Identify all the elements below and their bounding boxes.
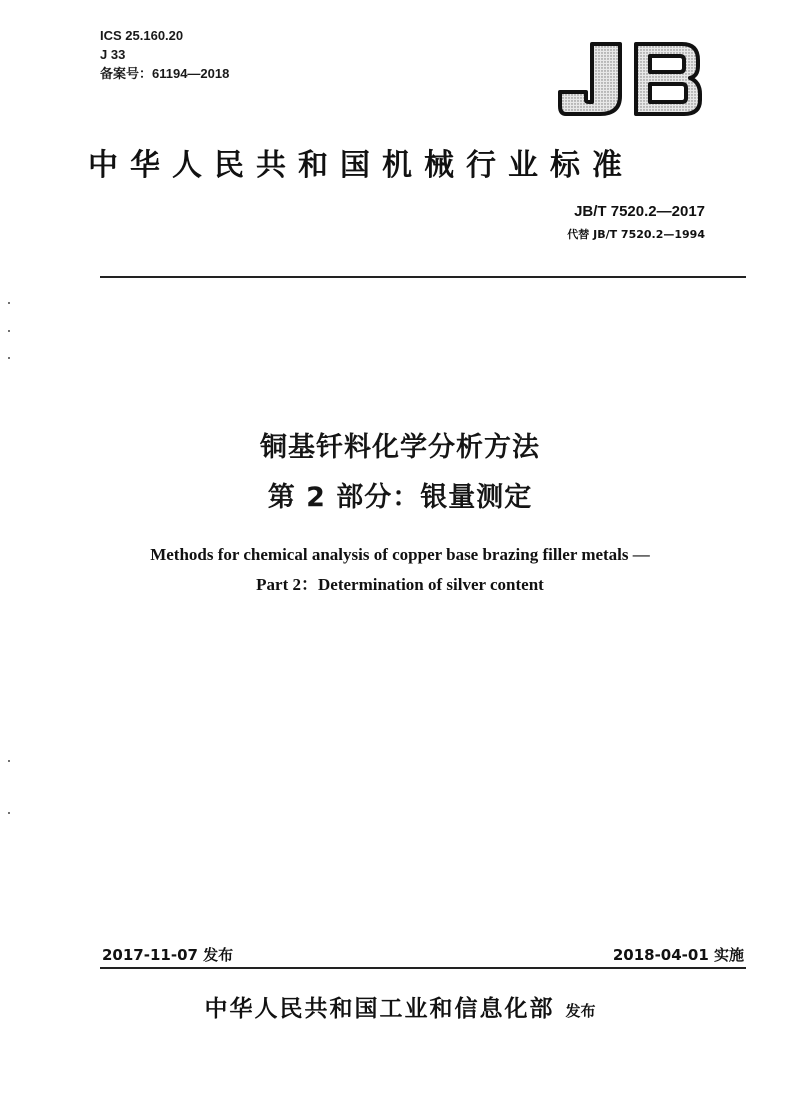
scan-speck (8, 760, 10, 762)
document-title-cn-line2: 第 2 部分：银量测定 (267, 482, 533, 513)
filing-number: 备案号：61194—2018 (100, 66, 230, 81)
classification-code: J 33 (100, 47, 126, 62)
document-title-en-line1: Methods for chemical analysis of copper base brazing filler metals — (150, 545, 650, 564)
scan-speck (8, 357, 10, 359)
standard-code: JB/T 7520.2—2017 (574, 203, 705, 220)
replaces-standard: 代替 JB/T 7520.2—1994 (567, 228, 705, 241)
publisher-action: 发布 (565, 1002, 596, 1020)
publisher (0, 990, 800, 1023)
issue-date: 2017-11-07 发布 (102, 946, 234, 964)
scan-speck (8, 812, 10, 814)
publisher-name: 中华人民共和国工业和信息化部 (204, 996, 555, 1022)
jb-logo (556, 40, 706, 120)
scan-speck (8, 302, 10, 304)
header-divider (100, 276, 746, 278)
document-title-cn-line1: 铜基钎料化学分析方法 (260, 432, 540, 463)
effective-date: 2018-04-01 实施 (612, 946, 744, 964)
footer-divider (100, 967, 746, 969)
scan-speck (8, 330, 10, 332)
standard-body-title: 中华人民共和国机械行业标准 (88, 148, 634, 183)
ics-code: ICS 25.160.20 (100, 28, 184, 43)
document-title-en-line2: Part 2：Determination of silver content (256, 575, 544, 594)
